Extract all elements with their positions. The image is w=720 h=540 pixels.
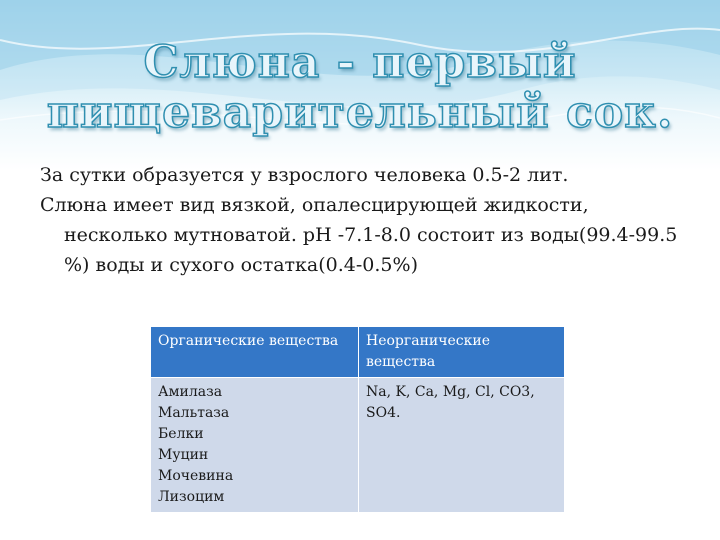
table-header-row [151, 327, 565, 378]
organic-item: Мальтаза [158, 405, 230, 421]
inorganic-substances-cell: Na, K, Ca, Mg, Cl, CO3, SO4. [359, 378, 565, 513]
header-inorganic: Неорганические вещества [359, 327, 565, 378]
slide-body [40, 160, 680, 280]
saliva-composition-table [150, 326, 565, 513]
daily-volume-text: За сутки образуется у взрослого человека 0.5-2 лит. [40, 164, 569, 186]
organic-item: Мочевина [158, 468, 234, 484]
title-line-1: Слюна - первый [143, 37, 577, 88]
table-row [151, 378, 565, 513]
header-organic: Органические вещества [151, 327, 359, 378]
organic-item: Муцин [158, 447, 209, 463]
title-line-2: пищеварительный сок. [46, 87, 674, 138]
organic-item: Лизоцим [158, 489, 225, 505]
organic-item: Белки [158, 426, 204, 442]
slide-title [0, 38, 720, 138]
organic-substances-cell [151, 378, 359, 513]
saliva-description-text: Слюна имеет вид вязкой, опалесцирующей жидкости, несколько мутноватой. рН -7.1-8.0 состоит из воды(99.4-99.5 %) воды и сухого остатка(0.4-0.5%) [40, 194, 678, 276]
organic-item: Амилаза [158, 384, 223, 400]
